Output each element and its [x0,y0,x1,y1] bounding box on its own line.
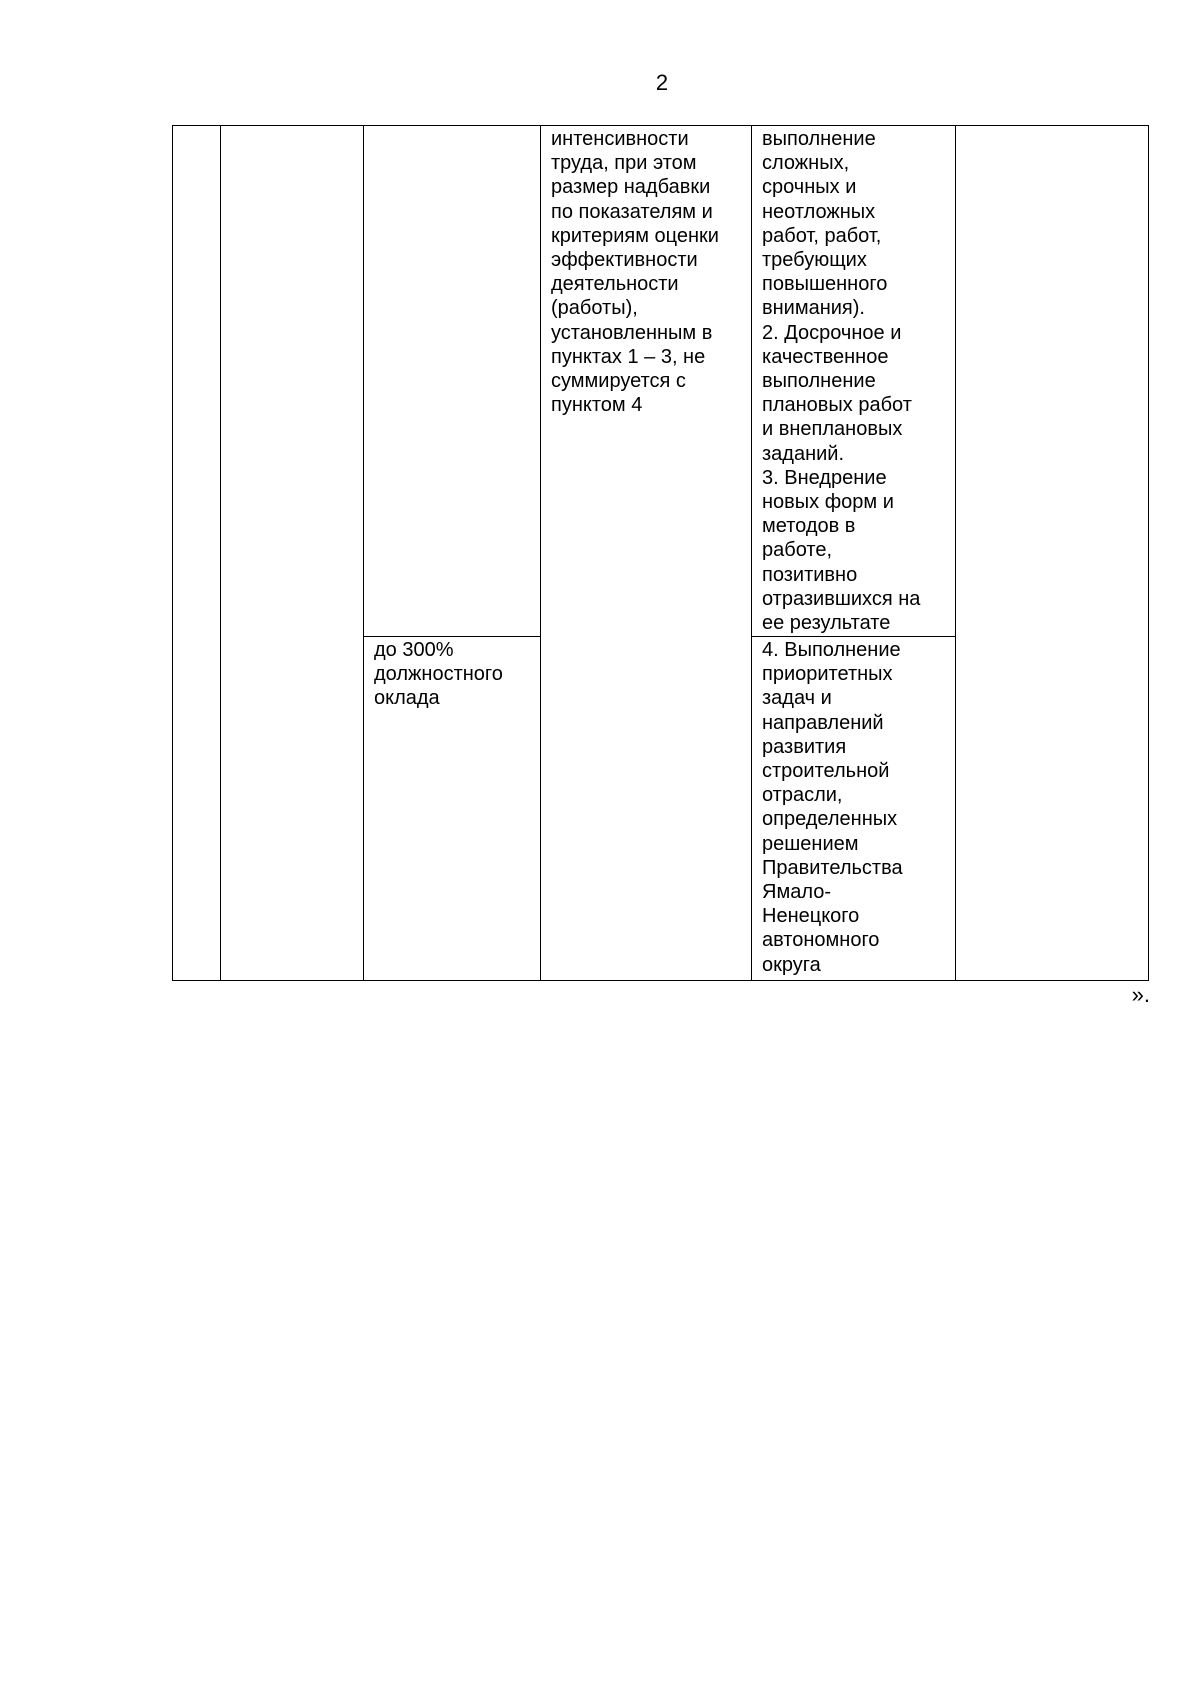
page-number: 2 [655,70,669,95]
criteria-text: интенсивности труда, при этом размер надбавки по показателям и критериям оценки эффективности деятельности (работы), установленным в пунктах 1 – 3, не суммируется с пунктом 4 [551,128,719,417]
amount-cell [364,637,541,981]
criteria-cell [541,126,752,981]
table-row [173,126,1149,637]
position-cell [221,126,364,981]
indicator-4-cell [752,637,956,981]
indicators-cell [752,126,956,637]
indicator-4-text: 4. Выполнение приоритетных задач и направлений развития строительной отрасли, определенных решением Правительства Ямало- Ненецкого автономного округа [762,639,903,976]
indicators-1-3-text: выполнение сложных, срочных и неотложных работ, работ, требующих повышенного внимания). 2. Досрочное и качественное выполнение плановых работ и внеплановых заданий. 3. Внедрение новых форм и методов в работе, позитивно отразившихся на ее результате [762,128,921,635]
amount-text: до 300% должностного оклада [374,639,503,710]
amount-cell-empty [364,126,541,637]
allowance-table [172,125,1149,981]
number-cell [173,126,221,981]
note-cell [956,126,1149,981]
closing-quote-mark: ». [1131,982,1150,1007]
